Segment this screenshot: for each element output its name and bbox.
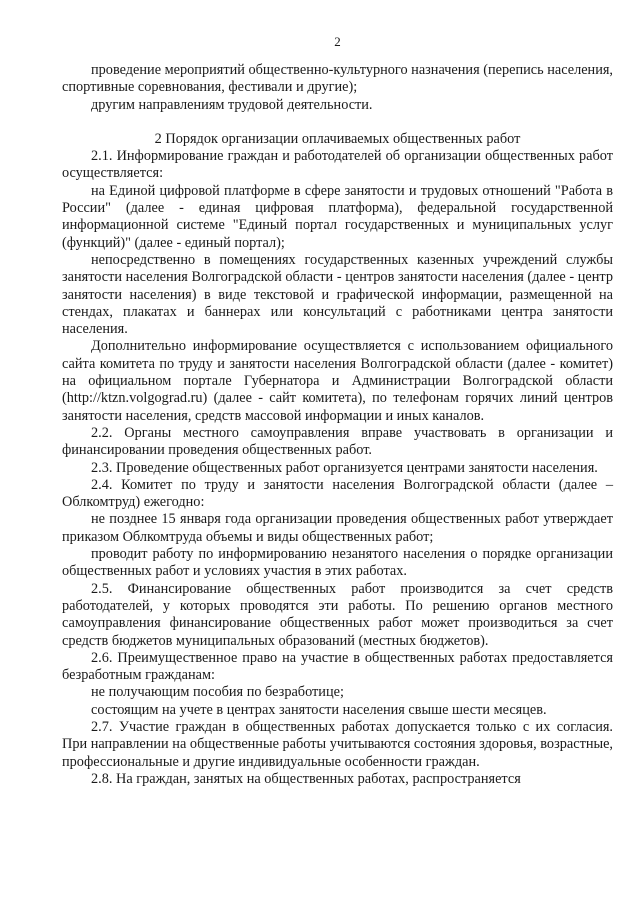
paragraph: 2.7. Участие граждан в общественных работах допускается только с их согласия. При направлении на общественные работы учитываются состояния здоровья, возрастные, профессиональные и другие индивидуальные особенности граждан. (62, 718, 613, 770)
paragraph: 2.8. На граждан, занятых на общественных работах, распространяется (91, 770, 521, 787)
page-number: 2 (334, 34, 341, 49)
paragraph: 2.4. Комитет по труду и занятости населения Волгоградской области (далее – Облкомтруд) ежегодно: (62, 476, 613, 511)
paragraph: проводит работу по информированию незанятого населения о порядке организации общественных работ и условиях участия в этих работах. (62, 546, 613, 580)
section-title: 2 Порядок организации оплачиваемых общественных работ (154, 130, 521, 147)
document-body (62, 62, 613, 788)
paragraph: состоящим на учете в центрах занятости населения свыше шести месяцев. (91, 701, 547, 718)
paragraph: на Единой цифровой платформе в сфере занятости и трудовых отношений "Работа в России" (далее - единая цифровая платформа), федеральной государственной информационной системе "Единый портал государственных и муниципальных услуг (функций)" (далее - единый портал); (62, 182, 613, 251)
paragraph: не получающим пособия по безработице; (91, 684, 344, 701)
paragraph: Дополнительно информирование осуществляется с использованием официального сайта комитета по труду и занятости населения Волгоградской области (далее - комитет) на официальном портале Губернатора и Администрации Волгоградской области (http://ktzn.volgograd.ru) (далее - сайт комитета), по телефонам горячих линий центров занятости населения, средств массовой информации и иных каналов. (62, 338, 613, 424)
paragraph: 2.1. Информирование граждан и работодателей об организации общественных работ осуществляется: (62, 148, 613, 182)
paragraph: непосредственно в помещениях государственных казенных учреждений службы занятости населения Волгоградской области - центров занятости населения (далее - центр занятости населения) в виде текстовой и графической информации, размещенной на стендах, плакатах и баннерах или консультаций с работниками центра занятости населения. (62, 251, 613, 338)
paragraph: 2.5. Финансирование общественных работ производится за счет средств работодателей, у которых проводятся эти работы. По решению органов местного самоуправления финансирование общественных работ может производиться за счет средств бюджетов муниципальных образований (местных бюджетов). (62, 580, 613, 649)
paragraph: не позднее 15 января года организации проведения общественных работ утверждает приказом Облкомтруда объемы и виды общественных работ; (62, 511, 613, 545)
paragraph: 2.6. Преимущественное право на участие в общественных работах предоставляется безработным гражданам: (62, 649, 613, 684)
paragraph: проведение мероприятий общественно-культурного назначения (перепись населения, спортивные соревнования, фестивали и другие); (62, 62, 614, 96)
paragraph: 2.2. Органы местного самоуправления вправе участвовать в организации и финансировании проведения общественных работ. (62, 424, 613, 459)
paragraph: 2.3. Проведение общественных работ организуется центрами занятости населения. (91, 459, 598, 476)
paragraph: другим направлениям трудовой деятельности. (91, 96, 373, 113)
